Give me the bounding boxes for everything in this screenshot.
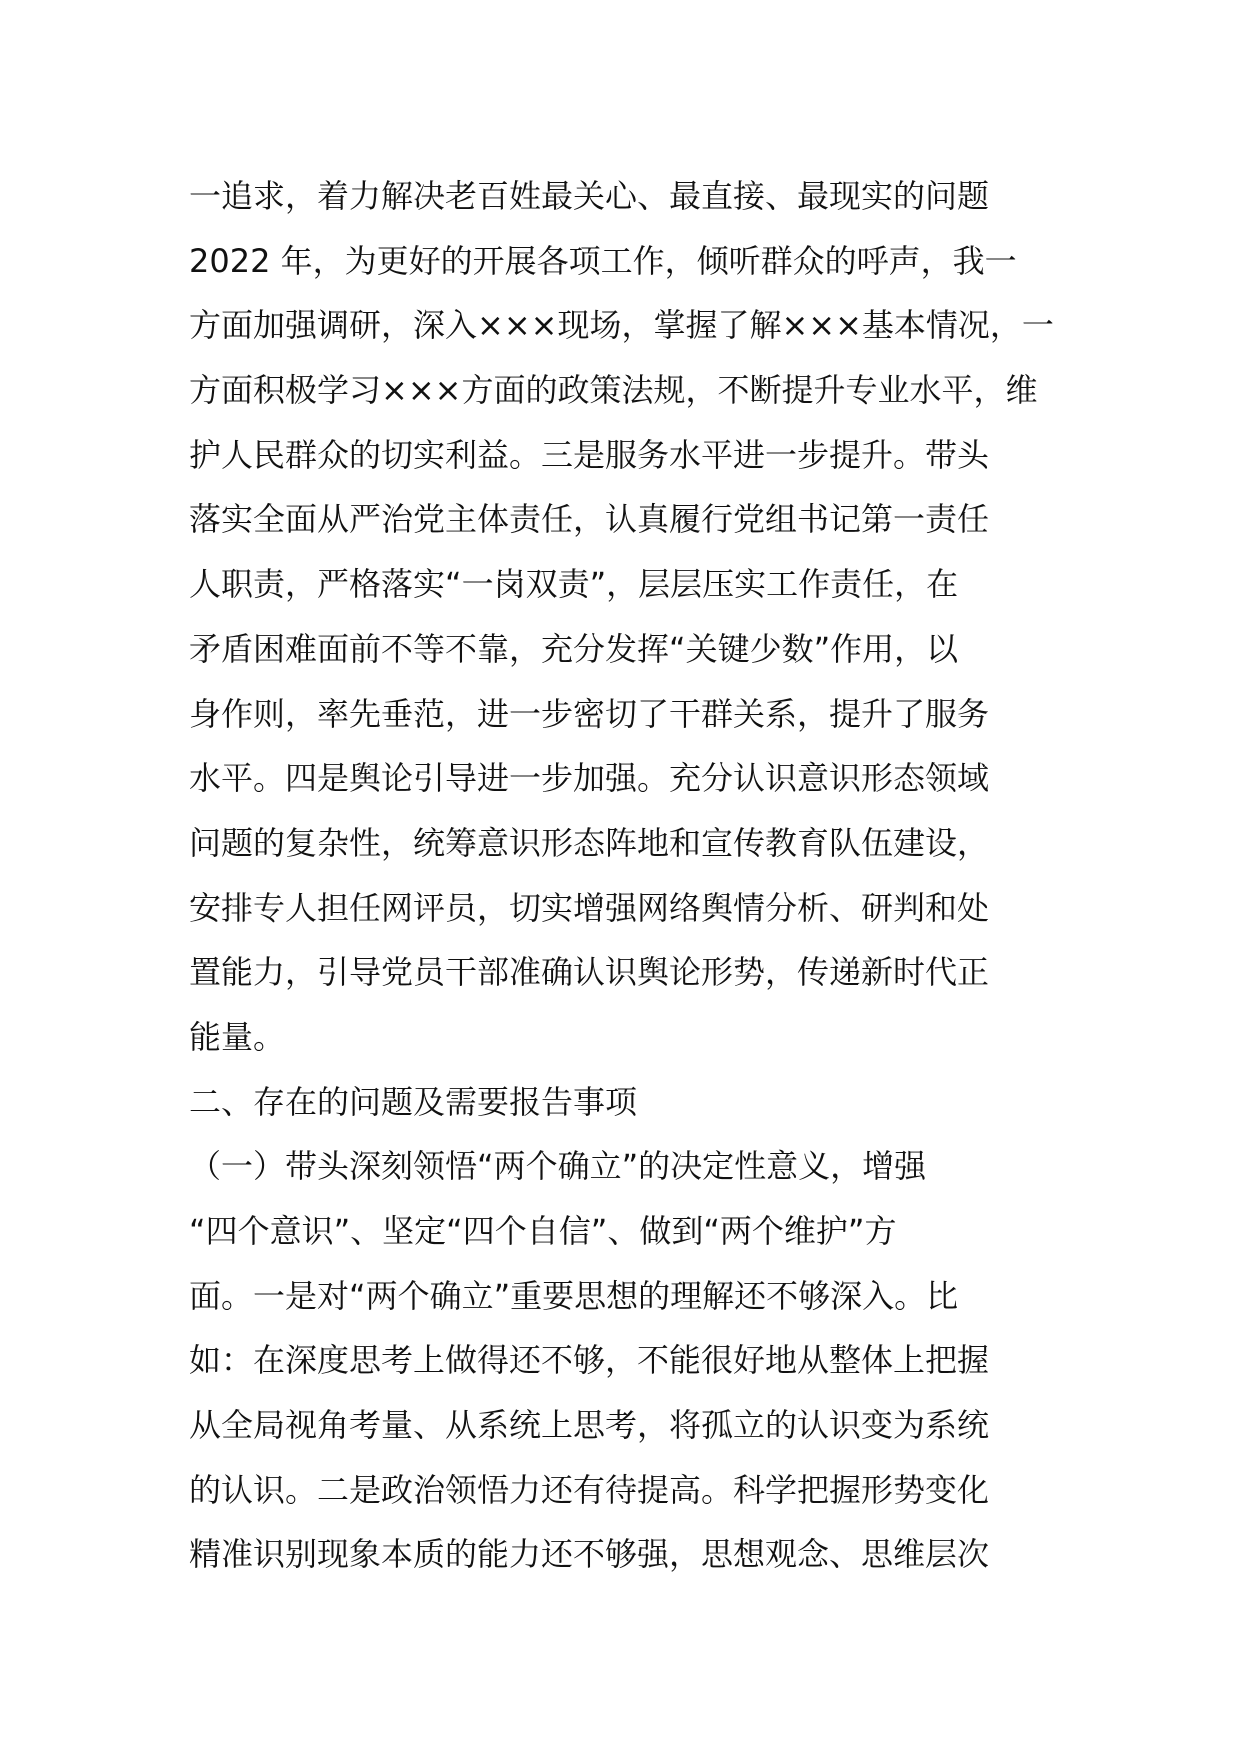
text-line: 一追求，着力解决老百姓最关心、最直接、最现实的问题: [189, 177, 990, 215]
text-line: 面。一是对“两个确立”重要思想的理解还不够深入。比: [189, 1276, 959, 1315]
text-line: 人职责，严格落实“一岗双责”，层层压实工作责任，在: [189, 565, 959, 604]
text-line: “四个意识”、坚定“四个自信”、做到“两个维护”方: [189, 1212, 897, 1250]
section-heading: 二、存在的问题及需要报告事项: [189, 1082, 638, 1121]
text-line: （一）带头深刻领悟“两个确立”的决定性意义，增强: [189, 1147, 927, 1186]
text-line: 身作则，率先垂范，进一步密切了干群关系，提升了服务: [189, 694, 990, 733]
document-body: [189, 164, 1059, 1587]
text-line: 如：在深度思考上做得还不够，不能很好地从整体上把握: [189, 1341, 990, 1380]
text-line: 能量。: [189, 1017, 286, 1056]
text-line: 护人民群众的切实利益。三是服务水平进一步提升。带头: [189, 435, 990, 474]
text-line: 方面积极学习×××方面的政策法规，不断提升专业水平，维: [189, 371, 1038, 410]
text-line: 方面加强调研，深入×××现场，掌握了解×××基本情况，一: [189, 306, 1054, 345]
text-line: 矛盾困难面前不等不靠，充分发挥“关键少数”作用，以: [189, 629, 959, 668]
text-line: 精准识别现象本质的能力还不够强，思想观念、思维层次: [189, 1535, 990, 1574]
text-line: 置能力，引导党员干部准确认识舆论形势，传递新时代正: [189, 953, 990, 992]
text-line: 安排专人担任网评员，切实增强网络舆情分析、研判和处: [189, 888, 990, 927]
text-line: 2022 年，为更好的开展各项工作，倾听群众的呼声，我一: [189, 241, 1017, 280]
text-line: 的认识。二是政治领悟力还有待提高。科学把握形势变化: [189, 1470, 990, 1509]
text-line: 问题的复杂性，统筹意识形态阵地和宣传教育队伍建设，: [189, 823, 990, 862]
text-line: 从全局视角考量、从系统上思考，将孤立的认识变为系统: [189, 1406, 990, 1445]
text-line: 水平。四是舆论引导进一步加强。充分认识意识形态领域: [189, 759, 990, 798]
text-line: 落实全面从严治党主体责任，认真履行党组书记第一责任: [189, 500, 990, 539]
